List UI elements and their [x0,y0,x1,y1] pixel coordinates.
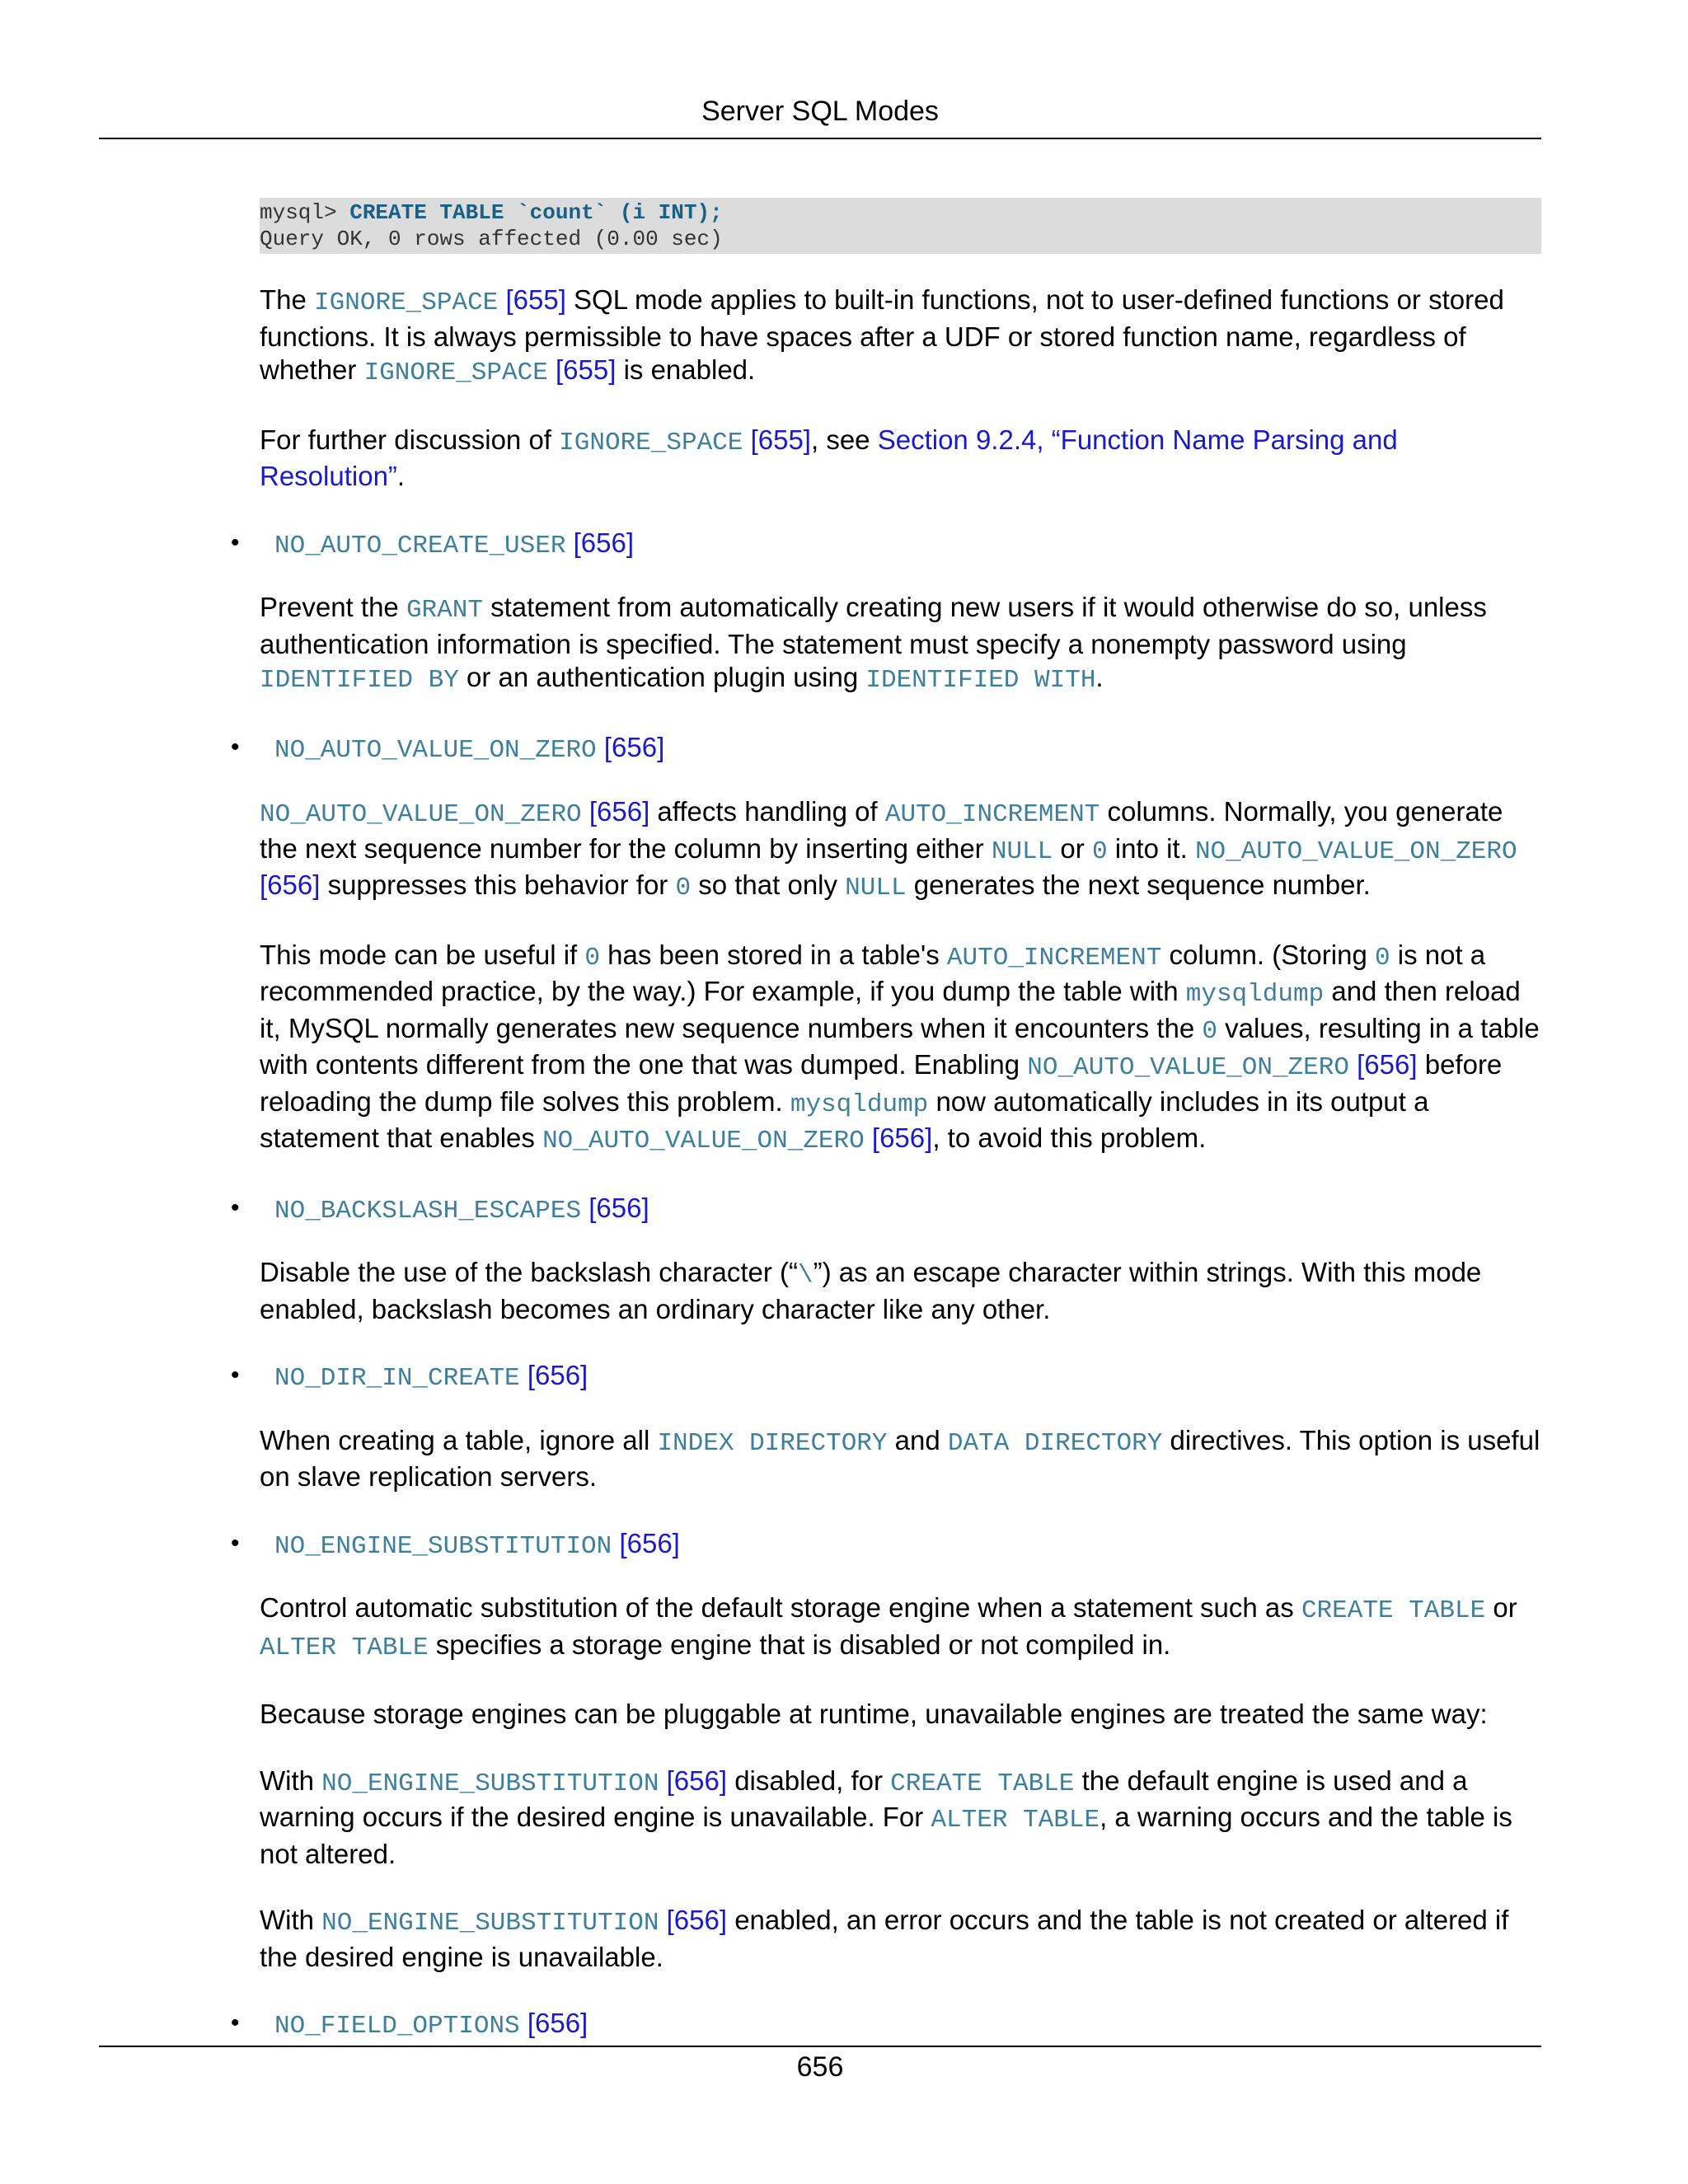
code-prompt: mysql> [260,200,350,225]
text: , see [810,424,878,455]
page-ref-link[interactable]: [656] [527,2008,588,2038]
page-ref-link[interactable]: [656] [260,869,321,900]
text: disabled, for [727,1765,891,1796]
list-item-no-auto-value-on-zero [231,731,1541,768]
mode-name[interactable]: NO_AUTO_CREATE_USER [274,531,566,560]
no-engine-paragraph-4 [260,1904,1541,1974]
ignore-space-paragraph-1 [260,284,1541,391]
page-header-title: Server SQL Modes [701,96,939,127]
code-mode[interactable]: NO_AUTO_VALUE_ON_ZERO [1027,1053,1349,1082]
page-ref-link[interactable]: [656] [588,1192,649,1223]
text: or an authentication plugin using [458,662,866,692]
code-zero: 0 [584,943,600,972]
text: affects handling of [649,796,885,827]
text: When creating a table, ignore all [260,1424,658,1455]
text: so that only [691,869,846,900]
text: enabled, an error occurs and the table is not created or altered if the desired engine is unavailable. [260,1905,1509,1972]
bullet: • [231,1529,240,1557]
text: specifies a storage engine that is disabled or not compiled in. [428,1629,1171,1660]
no-engine-paragraph-1 [260,1591,1541,1665]
ignore-space-paragraph-2 [260,424,1541,494]
text: Control automatic substitution of the default storage engine when a statement such as [260,1592,1301,1623]
code-mode[interactable]: NO_AUTO_VALUE_ON_ZERO [1194,837,1517,866]
page-ref-link[interactable]: [655] [505,284,566,315]
code-index-directory: INDEX DIRECTORY [657,1428,888,1458]
text: SQL mode applies to built-in functions, not to user-defined functions or stored functions. It is always permissible to have spaces after a UDF or stored function name, regardless of whether [260,284,1504,385]
code-ignore-space[interactable]: IGNORE_SPACE [314,288,499,317]
code-line-result: Query OK, 0 rows affected (0.00 sec) [260,227,723,251]
page-ref-link[interactable]: [656] [619,1527,680,1558]
page-content [231,198,1541,2072]
page-ref-link[interactable]: [655] [556,354,617,385]
text: Disable the use of the backslash character (“ [260,1257,798,1287]
code-alter-table: ALTER TABLE [260,1633,429,1662]
no-dir-in-create-paragraph [260,1424,1541,1494]
code-mode[interactable]: NO_ENGINE_SUBSTITUTION [321,1909,659,1938]
text: ”) as an escape character within strings. With this mode enabled, backslash becomes an ordinary character like any other. [260,1257,1482,1324]
code-zero: 0 [1202,1016,1217,1046]
footer-rule [99,2046,1541,2047]
mode-name[interactable]: NO_ENGINE_SUBSTITUTION [274,1531,612,1561]
text: is not a recommended practice, by the way.) For example, if you dump the table with [260,939,1486,1006]
text: now automatically includes in its output a statement that enables [260,1085,1429,1153]
text: and [887,1424,948,1455]
text: columns. Normally, you generate the next sequence number for the column by inserting either [260,796,1503,864]
page-ref-link[interactable]: [656] [871,1122,933,1153]
code-null: NULL [845,874,907,902]
code-create-table: CREATE TABLE [890,1769,1075,1798]
page-number: 656 [796,2051,844,2083]
text: and then reload it, MySQL normally generates new sequence numbers when it encounters the [260,976,1521,1043]
code-auto-increment: AUTO_INCREMENT [884,800,1100,829]
code-mode[interactable]: NO_AUTO_VALUE_ON_ZERO [542,1127,865,1155]
code-zero: 0 [675,874,692,902]
code-data-directory: DATA DIRECTORY [947,1428,1163,1458]
code-zero: 0 [1091,837,1108,866]
text: or [1485,1592,1517,1623]
mode-name[interactable]: NO_DIR_IN_CREATE [274,1364,520,1393]
text: the default engine is used and a warning occurs if the desired engine is unavailable. For [260,1765,1468,1832]
no-engine-paragraph-2: Because storage engines can be pluggable at runtime, unavailable engines are treated the same way: [260,1699,1488,1729]
page-ref-link[interactable]: [656] [603,731,665,762]
text: generates the next sequence number. [906,869,1371,900]
bullet: • [231,733,240,761]
bullet: • [231,2009,240,2036]
code-mysqldump: mysqldump [790,1090,929,1119]
text: With [260,1765,322,1796]
code-mode[interactable]: NO_AUTO_VALUE_ON_ZERO [260,800,582,829]
mode-name[interactable]: NO_AUTO_VALUE_ON_ZERO [274,735,597,765]
page-ref-link[interactable]: [656] [573,527,635,558]
list-item-no-auto-create-user [231,527,1541,564]
code-identified-by: IDENTIFIED BY [260,666,459,695]
no-auto-value-paragraph-2 [260,939,1541,1159]
no-auto-create-user-paragraph [260,591,1541,698]
text: For further discussion of [260,424,560,455]
text: The [260,284,315,315]
code-auto-increment: AUTO_INCREMENT [946,943,1162,972]
code-block [260,198,1541,254]
code-alter-table: ALTER TABLE [931,1806,1100,1835]
header-rule [99,138,1541,139]
code-mysqldump: mysqldump [1185,980,1325,1009]
page-ref-link[interactable]: [655] [750,424,811,455]
text: or [1053,832,1092,864]
code-command: CREATE TABLE `count` (i INT); [349,200,723,225]
page-ref-link[interactable]: [656] [1357,1049,1418,1080]
code-backslash: \ [798,1261,814,1290]
code-identified-with: IDENTIFIED WITH [865,666,1096,695]
text: , to avoid this problem. [932,1122,1207,1153]
code-ignore-space[interactable]: IGNORE_SPACE [559,428,743,457]
page-ref-link[interactable]: [656] [666,1905,728,1935]
page-ref-link[interactable]: [656] [527,1360,588,1390]
mode-name[interactable]: NO_FIELD_OPTIONS [274,2012,520,2041]
text: is enabled. [616,354,756,385]
page-ref-link[interactable]: [656] [588,796,650,827]
bullet: • [231,1361,240,1389]
code-grant: GRANT [406,596,483,625]
list-item-no-backslash-escapes [231,1192,1541,1229]
code-ignore-space[interactable]: IGNORE_SPACE [363,359,548,387]
section-link[interactable]: Section 9.2.4, “Function Name Parsing and Resolution” [260,424,1398,491]
list-item-no-field-options [231,2007,1541,2044]
no-backslash-paragraph [260,1256,1541,1326]
text: This mode can be useful if [260,939,585,970]
code-zero: 0 [1374,943,1390,972]
text: values, resulting in a table with contents different from the one that was dumped. Enabling [260,1012,1540,1080]
page-ref-link[interactable]: [656] [666,1765,728,1796]
code-mode[interactable]: NO_ENGINE_SUBSTITUTION [321,1769,659,1798]
bullet: • [231,1193,240,1221]
text: into it. [1107,832,1195,864]
list-item-no-dir-in-create [231,1359,1541,1396]
text: statement from automatically creating new users if it would otherwise do so, unless authentication information is specified. The statement must specify a nonempty password using [260,592,1487,659]
code-line-command [260,199,1541,226]
text: has been stored in a table's [599,939,947,970]
text: With [260,1905,322,1935]
code-create-table: CREATE TABLE [1301,1596,1486,1625]
text: . [396,461,406,491]
text: directives. This option is useful on slave replication servers. [260,1424,1540,1492]
mode-name[interactable]: NO_BACKSLASH_ESCAPES [274,1196,582,1226]
text: column. (Storing [1161,939,1375,970]
text: , a warning occurs and the table is not altered. [260,1802,1512,1869]
code-null: NULL [991,837,1053,866]
text: suppresses this behavior for [320,869,676,900]
list-item-no-engine-substitution [231,1527,1541,1564]
bullet: • [231,528,240,556]
text: . [1095,662,1104,692]
no-engine-paragraph-3 [260,1765,1541,1872]
text: Prevent the [260,592,406,622]
text: before reloading the dump file solves this problem. [260,1049,1503,1117]
no-auto-value-paragraph-1 [260,795,1541,906]
